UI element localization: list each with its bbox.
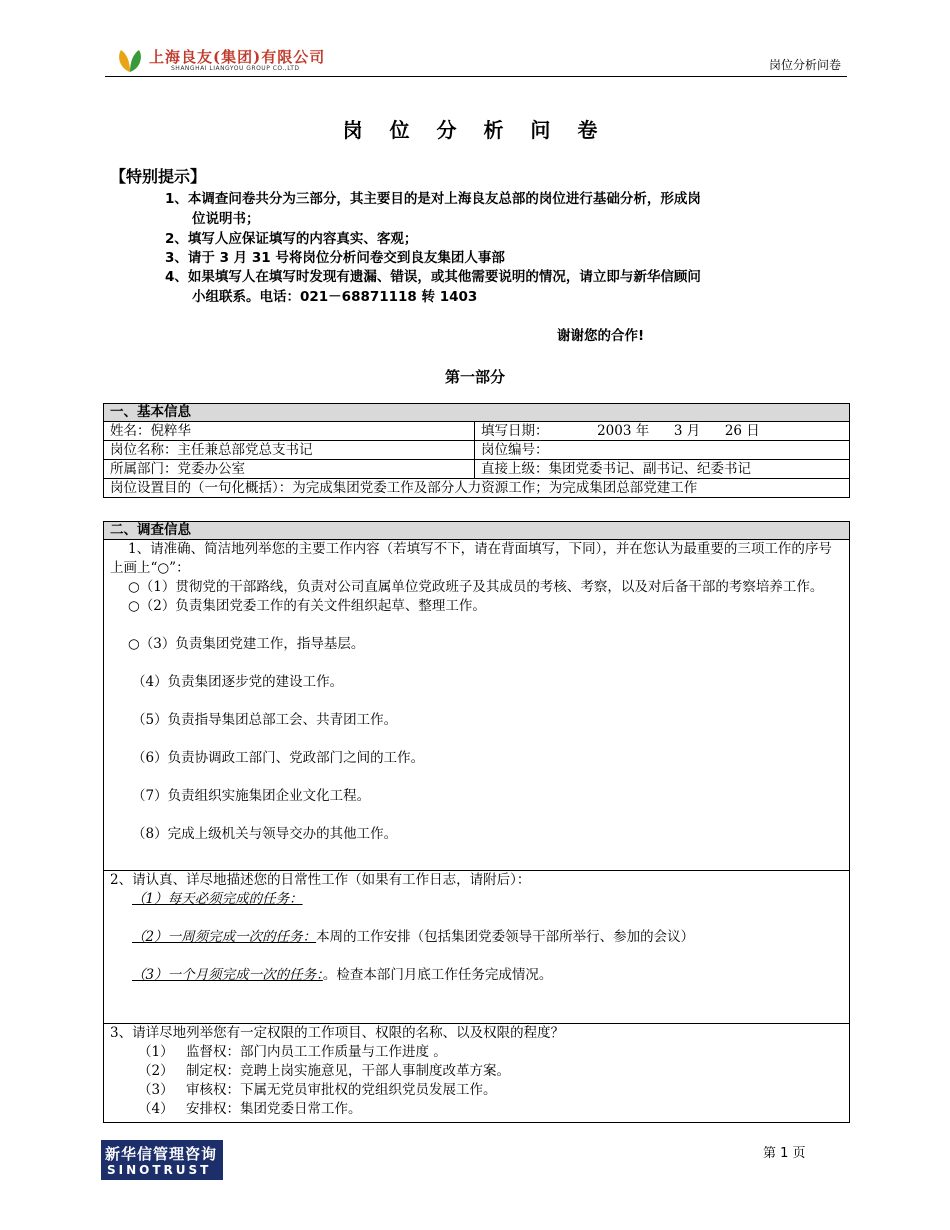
question-1-cell — [104, 540, 850, 871]
notice-line: 3、请于 3 月 31 号将岗位分析问卷交到良友集团人事部 — [165, 250, 505, 266]
list-item: ○（2）负责集团党委工作的有关文件组织起草、整理工作。 — [128, 598, 486, 614]
notice-line: 1、本调查问卷共分为三部分，其主要目的是对上海良友总部的岗位进行基础分析，形成岗 — [165, 191, 701, 207]
weekly-task-label: （2）一周须完成一次的任务： — [132, 929, 317, 945]
company-name: 上海良友(集团)有限公司 — [149, 48, 326, 66]
list-item: （2） 制定权：竞聘上岗实施意见，干部人事制度改革方案。 — [138, 1063, 510, 1079]
company-name-en: SHANGHAI LIANGYOU GROUP CO.,LTD — [171, 65, 300, 72]
notice-line: 位说明书； — [192, 211, 260, 227]
page-number: 第 1 页 — [763, 1146, 806, 1161]
part-title: 第一部分 — [444, 368, 505, 386]
list-item: （4） 安排权：集团党委日常工作。 — [138, 1101, 362, 1117]
purpose-field: 岗位设置目的（一句化概括）：为完成集团党委工作及部分人力资源工作；为完成集团总部党建工作 — [104, 479, 850, 498]
monthly-task-text: 。检查本部门月底工作任务完成情况。 — [322, 967, 553, 983]
list-item: （1） 监督权：部门内员工工作质量与工作进度 。 — [138, 1044, 447, 1060]
monthly-task-label: （3）一个月须完成一次的任务： — [132, 967, 323, 983]
notice-heading: 【特别提示】 — [110, 167, 207, 186]
date-year: 2003 年 — [597, 423, 650, 439]
question-3: 3、请详尽地列举您有一定权限的工作项目、权限的名称、以及权限的程度？ — [110, 1025, 565, 1041]
notice-line: 2、填写人应保证填写的内容真实、客观； — [165, 231, 418, 247]
list-item: （3） 审核权：下属无党员审批权的党组织党员发展工作。 — [138, 1082, 497, 1098]
date-day: 26 日 — [724, 423, 760, 439]
superior-field: 直接上级：集团党委书记、副书记、纪委书记 — [475, 460, 850, 479]
list-item: （6）负责协调政工部门、党政部门之间的工作。 — [132, 750, 425, 766]
position-no-field: 岗位编号： — [475, 441, 850, 460]
question-1: 1、请准确、简洁地列举您的主要工作内容（若填写不下，请在背面填写，下同），并在您认为最重要的三项工作的序号上画上“○”： — [110, 541, 832, 576]
leaf-logo-icon — [115, 44, 145, 74]
survey-table — [103, 521, 850, 1123]
list-item: （8）完成上级机关与领导交办的其他工作。 — [132, 826, 398, 842]
footer-logo-en: SINOTRUST — [107, 1163, 212, 1177]
list-item: ○（3）负责集团党建工作，指导基层。 — [128, 636, 365, 652]
list-item: （5）负责指导集团总部工会、共青团工作。 — [132, 712, 398, 728]
header-doc-label: 岗位分析问卷 — [768, 58, 841, 72]
footer-logo-cn: 新华信管理咨询 — [105, 1145, 218, 1163]
notice-line: 4、如果填写人在填写时发现有遗漏、错误，或其他需要说明的情况，请立即与新华信顾问 — [165, 269, 701, 285]
basic-info-table — [103, 403, 850, 498]
department-field: 所属部门：党委办公室 — [104, 460, 475, 479]
question-3-cell — [104, 1024, 850, 1123]
daily-task-label: （1）每天必须完成的任务： — [132, 891, 303, 907]
page-title: 岗 位 分 析 问 卷 — [342, 118, 608, 142]
date-label: 填写日期： — [481, 423, 549, 439]
position-field: 岗位名称：主任兼总部党总支书记 — [104, 441, 475, 460]
list-item: （7）负责组织实施集团企业文化工程。 — [132, 788, 371, 804]
section-heading: 一、基本信息 — [104, 404, 850, 422]
date-field — [475, 422, 850, 441]
date-month: 3 月 — [673, 423, 701, 439]
page-header — [105, 40, 847, 77]
question-2: 2、请认真、详尽地描述您的日常性工作（如果有工作日志，请附后）： — [110, 872, 531, 888]
name-field: 姓名：倪粹华 — [104, 422, 475, 441]
sinotrust-logo — [101, 1140, 223, 1180]
notice-line: 小组联系。电话：021－68871118 转 1403 — [192, 289, 478, 305]
thanks-text: 谢谢您的合作! — [557, 328, 645, 344]
weekly-task-text: 本周的工作安排（包括集团党委领导干部所举行、参加的会议） — [316, 929, 695, 945]
list-item: （4）负责集团逐步党的建设工作。 — [132, 674, 344, 690]
question-2-cell — [104, 871, 850, 1024]
list-item: ○（1）贯彻党的干部路线，负责对公司直属单位党政班子及其成员的考核、考察，以及对后备干部的考察培养工作。 — [128, 579, 824, 595]
section-heading: 二、调查信息 — [104, 522, 850, 540]
